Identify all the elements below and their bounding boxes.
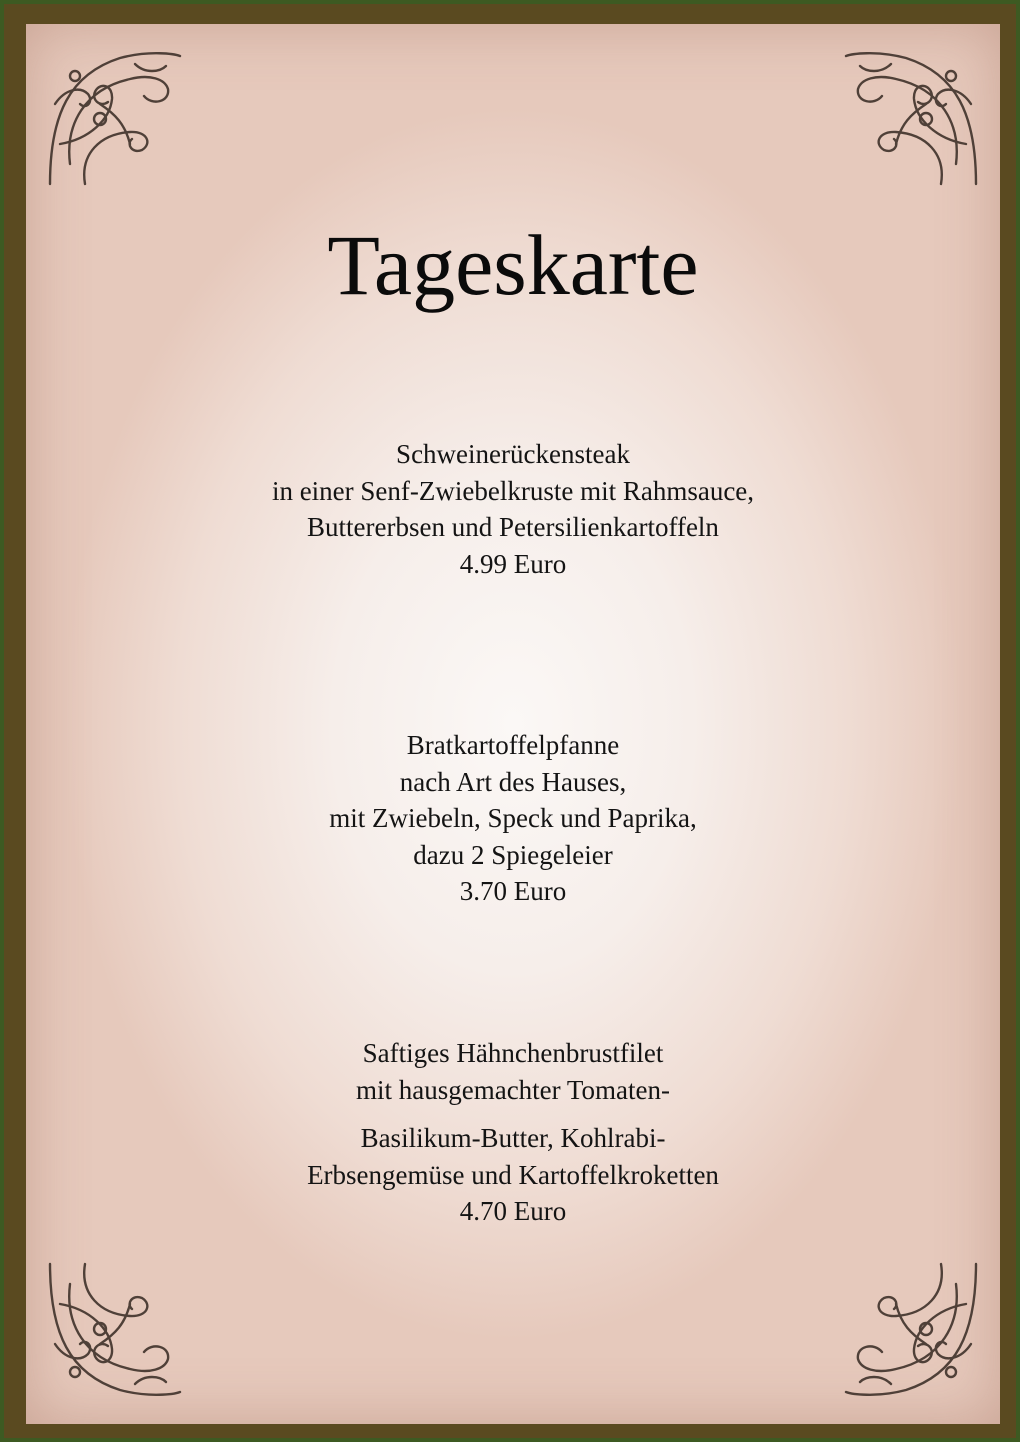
dish-2-price: 3.70 Euro bbox=[459, 876, 567, 906]
dish-3-description-2: Basilikum-Butter, Kohlrabi- bbox=[360, 1123, 666, 1153]
corner-ornament-top-left bbox=[40, 44, 190, 194]
dish-2 bbox=[26, 727, 1000, 910]
menu-paper bbox=[26, 24, 1000, 1424]
dish-3-description: mit hausgemachter Tomaten- bbox=[355, 1074, 670, 1105]
dish-3 bbox=[26, 1035, 1000, 1230]
menu-title: Tageskarte bbox=[327, 217, 699, 313]
dish-1-description: in einer Senf-Zwiebelkruste mit Rahmsauce, bbox=[271, 475, 755, 506]
dish-1-sides: Buttererbsen und Petersilienkartoffeln bbox=[307, 512, 719, 542]
dish-3-sides: Erbsengemüse und Kartoffelkroketten bbox=[307, 1159, 719, 1190]
corner-ornament-bottom-left bbox=[40, 1254, 190, 1404]
dish-1 bbox=[26, 436, 1000, 582]
dish-3-price: 4.70 Euro bbox=[459, 1196, 567, 1226]
dish-2-description: nach Art des Hauses, bbox=[399, 766, 627, 797]
corner-ornament-top-right bbox=[836, 44, 986, 194]
dish-1-name: Schweinerückensteak bbox=[396, 439, 630, 469]
dish-2-description-2: mit Zwiebeln, Speck und Paprika, bbox=[329, 803, 697, 833]
dish-2-sides: dazu 2 Spiegeleier bbox=[413, 839, 613, 870]
corner-ornament-bottom-right bbox=[836, 1254, 986, 1404]
dish-1-price: 4.99 Euro bbox=[459, 548, 567, 579]
dish-3-name: Saftiges Hähnchenbrustfilet bbox=[362, 1038, 664, 1068]
dish-2-name: Bratkartoffelpfanne bbox=[406, 730, 620, 760]
